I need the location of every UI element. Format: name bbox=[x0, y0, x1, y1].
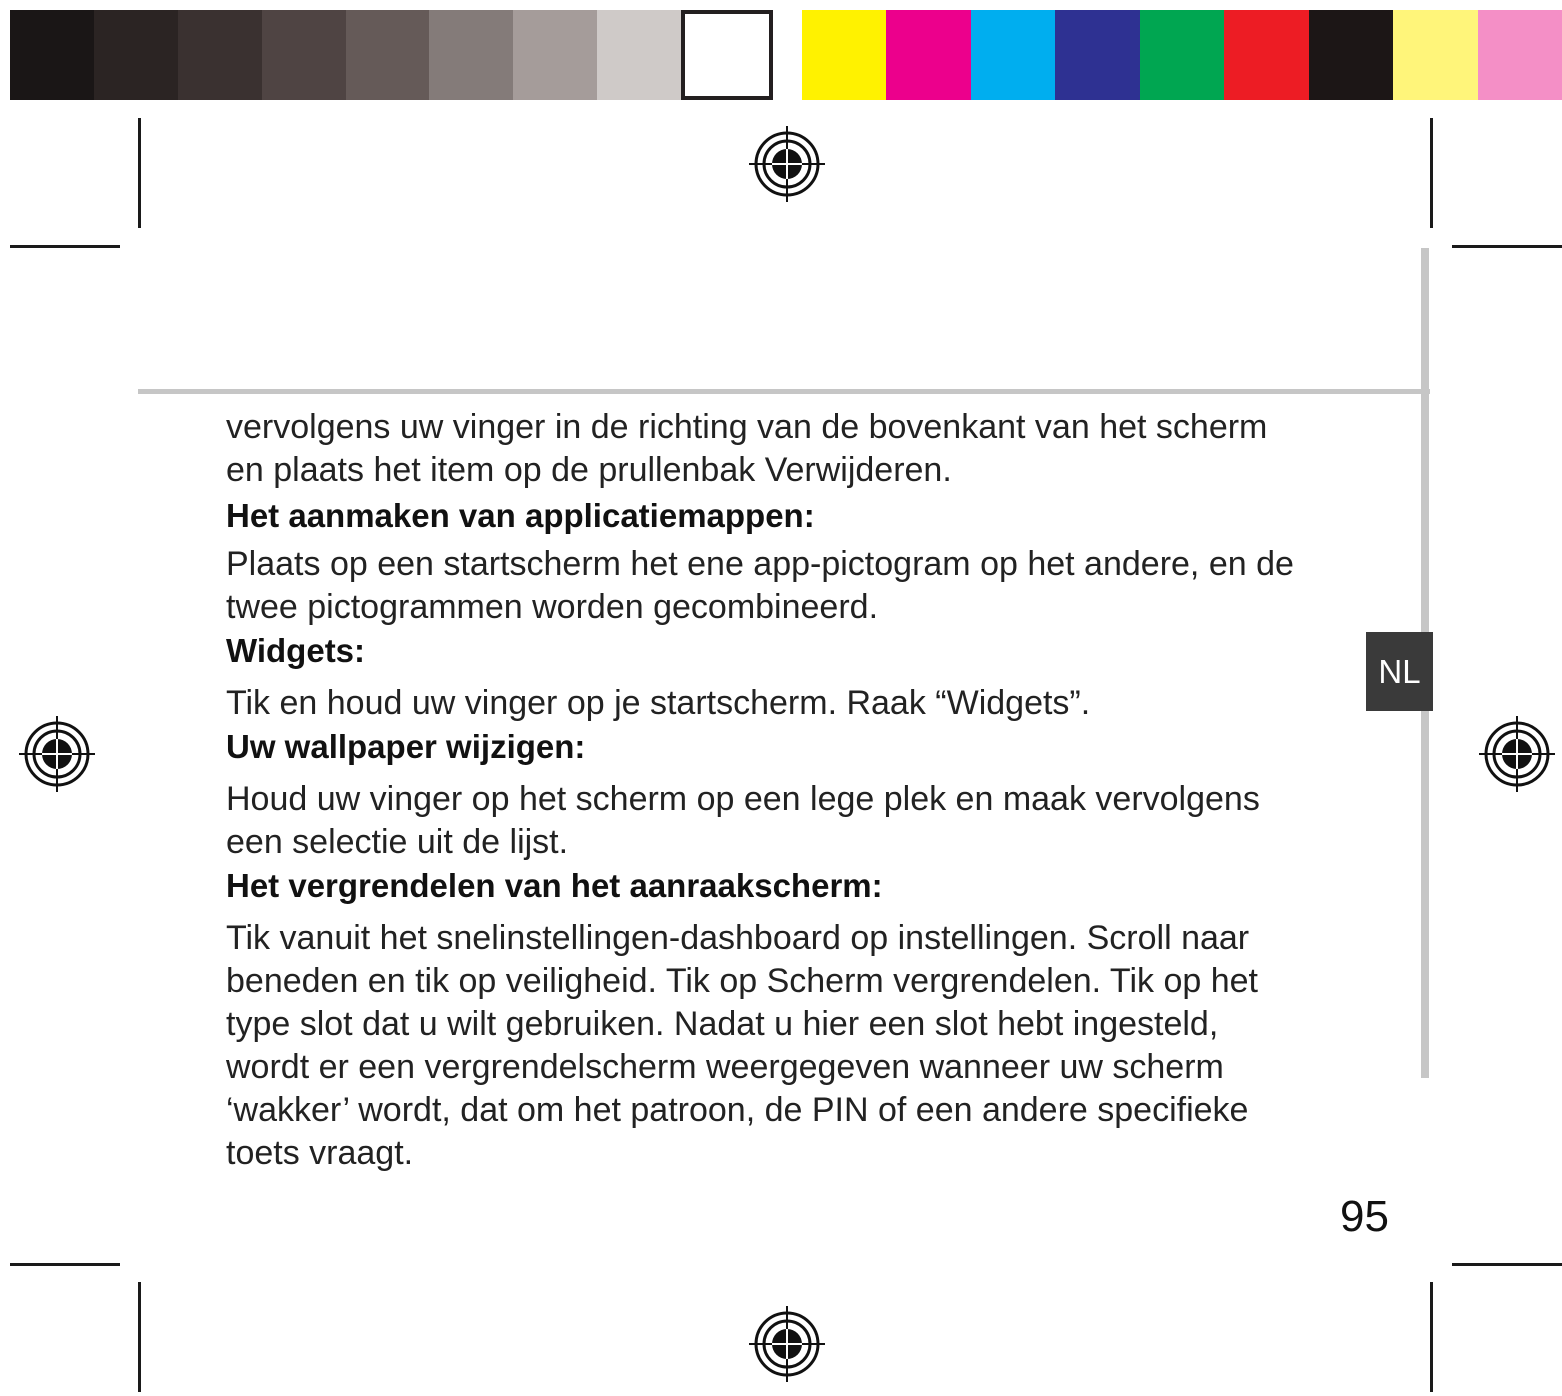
crop-mark-top-right-vertical bbox=[1430, 118, 1433, 228]
process-color-bar bbox=[802, 10, 1562, 100]
text-line: type slot dat u wilt gebruiken. Nadat u hier een slot hebt ingesteld, bbox=[226, 1005, 1219, 1043]
section-heading-widgets: Widgets: bbox=[226, 632, 366, 669]
crop-mark-bottom-left-horizontal bbox=[10, 1263, 120, 1266]
text-line: Plaats op een startscherm het ene app-pictogram op het andere, en de bbox=[226, 545, 1294, 583]
gray-swatch-6 bbox=[429, 10, 513, 100]
section-body-wallpaper bbox=[226, 778, 1366, 864]
page-body bbox=[226, 406, 1366, 1175]
gray-swatch-9 bbox=[681, 10, 773, 100]
text-line: toets vraagt. bbox=[226, 1134, 414, 1172]
color-swatch-9 bbox=[1478, 10, 1562, 100]
text-line: vervolgens uw vinger in de richting van de bovenkant van het scherm bbox=[226, 408, 1268, 446]
gray-swatch-1 bbox=[10, 10, 94, 100]
gray-swatch-5 bbox=[346, 10, 430, 100]
color-swatch-4 bbox=[1055, 10, 1139, 100]
registration-mark-top-icon bbox=[749, 126, 825, 202]
gray-swatch-4 bbox=[262, 10, 346, 100]
text-line: Houd uw vinger op het scherm op een lege plek en maak vervolgens bbox=[226, 780, 1260, 818]
crop-mark-top-right-horizontal bbox=[1452, 245, 1562, 248]
gray-swatch-2 bbox=[94, 10, 178, 100]
color-swatch-6 bbox=[1224, 10, 1308, 100]
intro-paragraph bbox=[226, 406, 1366, 492]
color-swatch-8 bbox=[1393, 10, 1477, 100]
top-content-rule bbox=[138, 389, 1430, 394]
text-line: Tik en houd uw vinger op je startscherm. Raak “Widgets”. bbox=[226, 684, 1091, 722]
gray-swatch-8 bbox=[597, 10, 681, 100]
text-line: twee pictogrammen worden gecombineerd. bbox=[226, 588, 879, 626]
text-line: wordt er een vergrendelscherm weergegeven wanneer uw scherm bbox=[226, 1048, 1224, 1086]
text-line: en plaats het item op de prullenbak Verwijderen. bbox=[226, 451, 952, 489]
section-body-folders bbox=[226, 543, 1366, 629]
section-heading-folders: Het aanmaken van applicatiemappen: bbox=[226, 497, 815, 534]
page-number: 95 bbox=[1340, 1192, 1389, 1241]
registration-mark-left-icon bbox=[19, 716, 95, 792]
section-heading-wallpaper: Uw wallpaper wijzigen: bbox=[226, 728, 586, 765]
grayscale-color-bar bbox=[10, 10, 773, 100]
crop-mark-bottom-right-horizontal bbox=[1452, 1263, 1562, 1266]
color-swatch-1 bbox=[802, 10, 886, 100]
color-swatch-2 bbox=[886, 10, 970, 100]
text-line: beneden en tik op veiligheid. Tik op Scherm vergrendelen. Tik op het bbox=[226, 962, 1258, 1000]
crop-mark-bottom-right-vertical bbox=[1430, 1282, 1433, 1392]
registration-mark-bottom-icon bbox=[749, 1306, 825, 1382]
crop-mark-top-left-vertical bbox=[138, 118, 141, 228]
color-swatch-7 bbox=[1309, 10, 1393, 100]
language-tab: NL bbox=[1366, 632, 1433, 711]
text-line: ‘wakker’ wordt, dat om het patroon, de PIN of een andere specifieke bbox=[226, 1091, 1249, 1129]
section-heading-lockscreen: Het vergrendelen van het aanraakscherm: bbox=[226, 867, 883, 904]
text-line: een selectie uit de lijst. bbox=[226, 823, 569, 861]
gray-swatch-3 bbox=[178, 10, 262, 100]
color-swatch-5 bbox=[1140, 10, 1224, 100]
text-line: Tik vanuit het snelinstellingen-dashboard op instellingen. Scroll naar bbox=[226, 919, 1250, 957]
section-body-lockscreen bbox=[226, 917, 1366, 1175]
section-body-widgets bbox=[226, 682, 1366, 725]
color-swatch-3 bbox=[971, 10, 1055, 100]
gray-swatch-7 bbox=[513, 10, 597, 100]
crop-mark-top-left-horizontal bbox=[10, 245, 120, 248]
registration-mark-right-icon bbox=[1479, 716, 1555, 792]
crop-mark-bottom-left-vertical bbox=[138, 1282, 141, 1392]
